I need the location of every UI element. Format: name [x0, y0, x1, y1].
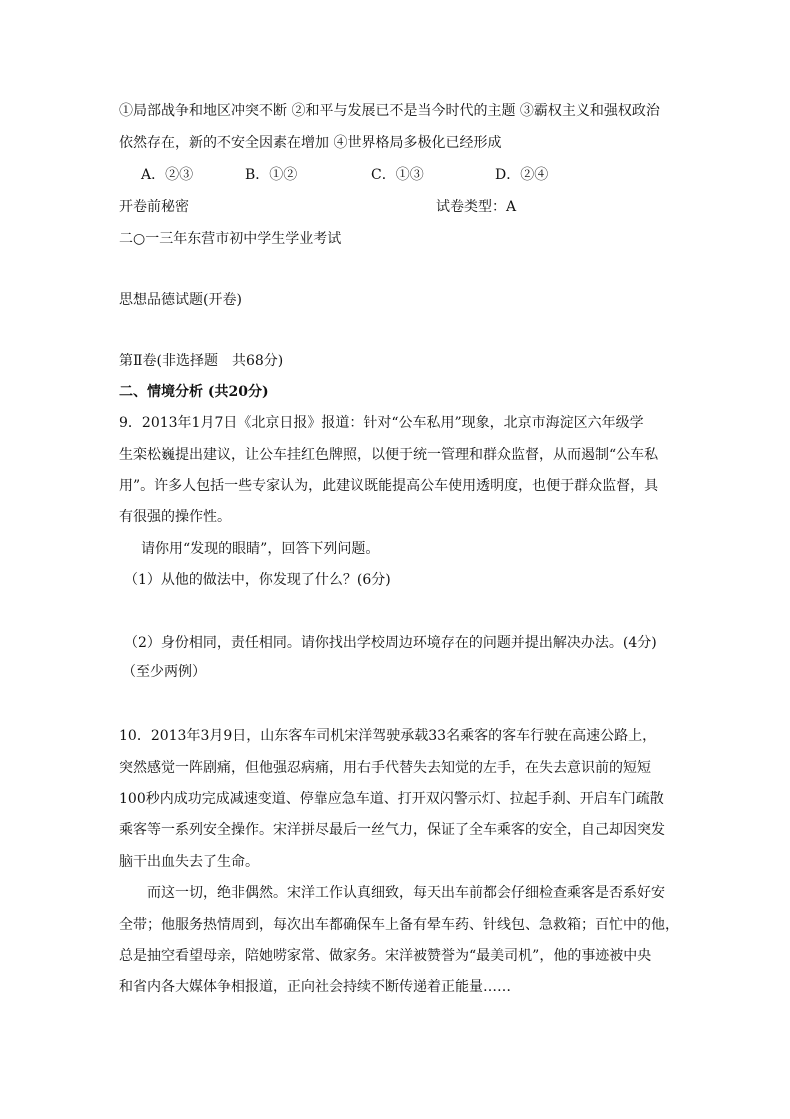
q9-line-2: 生栾松巍提出建议，让公车挂红色牌照，以便于统一管理和群众监督，从而遏制“公车私 [119, 447, 659, 463]
q9-line-4: 有很强的操作性。 [119, 509, 231, 525]
q10-paragraph-2-line-3: 总是抽空看望母亲，陪她唠家常、做家务。宋洋被赞誉为“最美司机”，他的事迹被中央 [119, 948, 652, 964]
section-title: 二、情境分析 (共20分) [119, 384, 269, 400]
q10-paragraph-2-line-1: 而这一切，绝非偶然。宋洋工作认真细致，每天出车前都会仔细检查乘客是否系好安 [147, 885, 665, 901]
prev-question-line-1: ①局部战争和地区冲突不断 ②和平与发展已不是当今时代的主题 ③霸权主义和强权政治 [119, 103, 660, 119]
q9-sub-question-1: （1）从他的做法中，你发现了什么？(6分) [124, 572, 391, 588]
q10-paragraph-2-line-4: 和省内各大媒体争相报道，正向社会持续不断传递着正能量…… [119, 979, 511, 995]
q9-sub-question-2-note: （至少两例） [122, 664, 206, 680]
subject-title: 思想品德试题(开卷) [119, 292, 242, 308]
option-a: A．②③ [141, 167, 194, 183]
option-d: D．②④ [495, 167, 549, 183]
exam-title: 二○一三年东营市初中学生学业考试 [119, 231, 342, 247]
option-b: B．①② [245, 167, 298, 183]
q10-paragraph-2-line-2: 全带；他服务热情周到，每次出车都确保车上备有晕车药、针线包、急救箱；百忙中的他， [119, 917, 679, 933]
option-c: C．①③ [371, 167, 424, 183]
q9-sub-question-2: （2）身份相同，责任相同。请你找出学校周边环境存在的问题并提出解决办法。(4分) [124, 635, 657, 651]
prev-question-line-2: 依然存在，新的不安全因素在增加 ④世界格局多极化已经形成 [119, 135, 502, 151]
q10-line-3: 100秒内成功完成减速变道、停靠应急车道、打开双闪警示灯、拉起手刹、开启车门疏散 [119, 791, 664, 807]
q10-line-2: 突然感觉一阵剧痛，但他强忍病痛，用右手代替失去知觉的左手，在失去意识前的短短 [119, 760, 651, 776]
q10-line-4: 乘客等一系列安全操作。宋洋拼尽最后一丝气力，保证了全车乘客的安全，自己却因突发 [119, 822, 665, 838]
paper-type: 试卷类型：A [436, 199, 517, 215]
volume-title: 第Ⅱ卷(非选择题 共68分) [119, 353, 284, 369]
q9-line-1: 9．2013年1月7日《北京日报》报道：针对“公车私用”现象，北京市海淀区六年级学 [119, 415, 644, 431]
q10-line-1: 10．2013年3月9日，山东客车司机宋洋驾驶承载33名乘客的客车行驶在高速公路上， [119, 728, 657, 744]
q9-line-3: 用”。许多人包括一些专家认为，此建议既能提高公车使用透明度，也便于群众监督，具 [119, 478, 659, 494]
q9-prompt: 请你用“发现的眼睛”，回答下列问题。 [141, 541, 380, 557]
q10-line-5: 脑干出血失去了生命。 [119, 854, 259, 870]
secret-label: 开卷前秘密 [119, 199, 189, 215]
